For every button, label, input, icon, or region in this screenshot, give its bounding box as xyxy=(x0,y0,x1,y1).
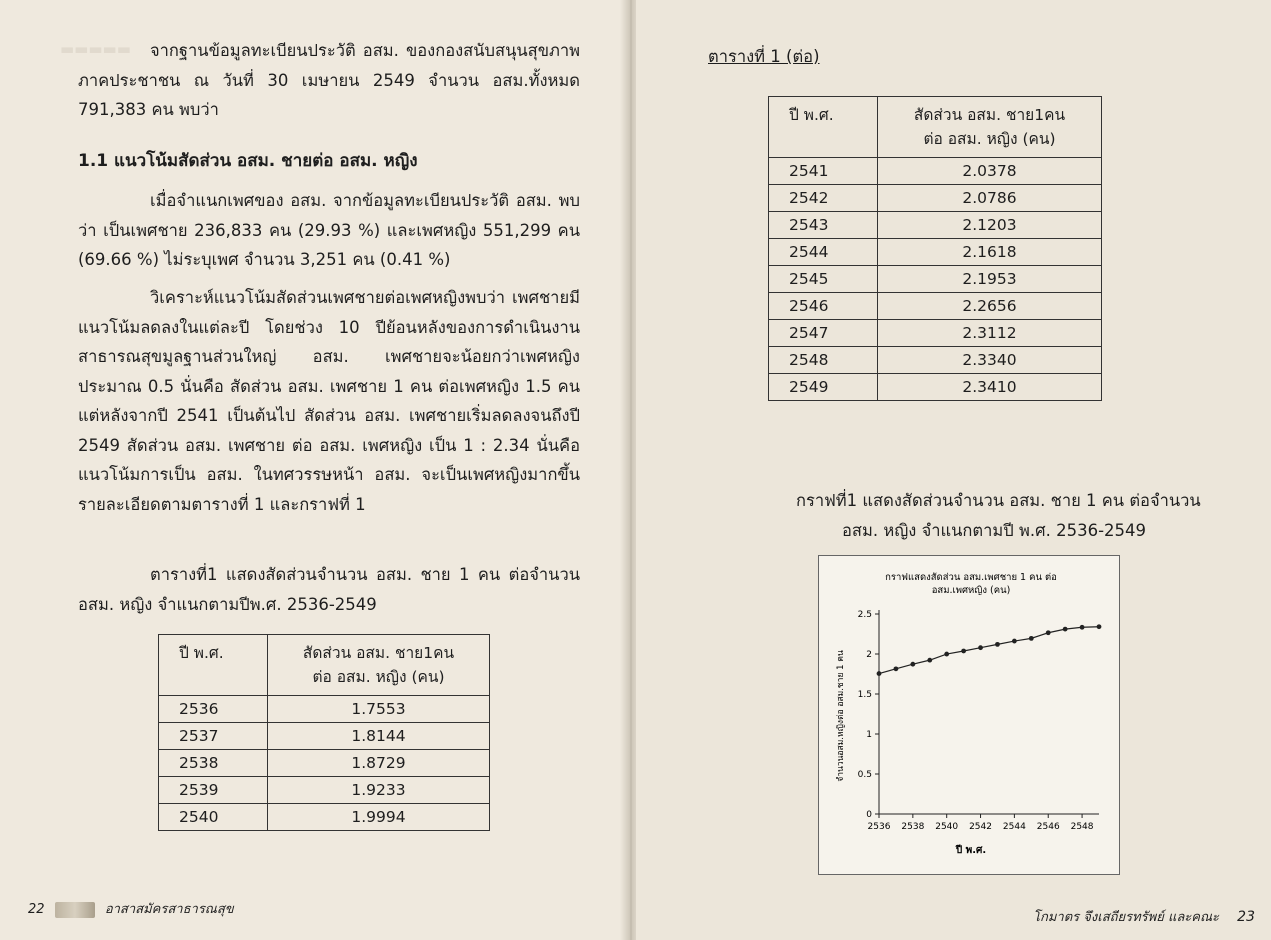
data-point xyxy=(1080,625,1085,630)
cell-value: 1.8144 xyxy=(268,723,490,750)
column-header-year xyxy=(769,97,878,158)
y-tick-label: 1.5 xyxy=(857,690,872,700)
x-tick-label: 2540 xyxy=(935,822,959,832)
data-point xyxy=(910,662,915,667)
cell-value: 1.7553 xyxy=(268,696,490,723)
cell-year: 2545 xyxy=(769,266,878,293)
table-row xyxy=(159,696,490,723)
left-page xyxy=(0,0,628,940)
data-point xyxy=(995,642,1000,647)
left-footer xyxy=(28,898,234,919)
table-row xyxy=(769,347,1102,374)
data-point xyxy=(1063,627,1068,632)
series-line xyxy=(879,627,1099,674)
chart-x-axis-label: ปี พ.ศ. xyxy=(955,845,987,856)
chart-series xyxy=(877,624,1102,676)
right-footer-author: โกมาตร จึงเสถียรทรัพย์ และคณะ xyxy=(1033,910,1220,925)
table-header-row xyxy=(769,97,1102,158)
cell-value: 2.3410 xyxy=(878,374,1102,401)
table-row xyxy=(159,750,490,777)
x-tick-label: 2542 xyxy=(969,822,992,832)
header-year-label: ปี พ.ศ. xyxy=(179,644,224,662)
cell-year: 2547 xyxy=(769,320,878,347)
cell-year: 2541 xyxy=(769,158,878,185)
cell-year: 2544 xyxy=(769,239,878,266)
chart-title-line1: กราฟแสดงสัดส่วน อสม.เพศชาย 1 คน ต่อ xyxy=(885,572,1057,583)
table-row xyxy=(769,374,1102,401)
data-point xyxy=(894,666,899,671)
cell-value: 2.1203 xyxy=(878,212,1102,239)
chart-x-ticks xyxy=(868,814,1094,832)
y-tick-label: 2 xyxy=(866,650,872,660)
section-heading: 1.1 แนวโน้มสัดส่วน อสม. ชายต่อ อสม. หญิง xyxy=(78,151,418,171)
data-point xyxy=(927,658,932,663)
data-point xyxy=(1097,624,1102,629)
data-point xyxy=(978,645,983,650)
x-tick-label: 2548 xyxy=(1070,822,1094,832)
data-point xyxy=(1029,636,1034,641)
cell-value: 2.2656 xyxy=(878,293,1102,320)
column-header-ratio xyxy=(268,635,490,696)
cell-value: 1.9233 xyxy=(268,777,490,804)
footer-logo-icon xyxy=(55,902,95,918)
graph-caption-line2: อสม. หญิง จำแนกตามปี พ.ศ. 2536-2549 xyxy=(842,521,1147,540)
column-header-ratio xyxy=(878,97,1102,158)
cell-year: 2548 xyxy=(769,347,878,374)
chart-title-line2: อสม.เพศหญิง (คน) xyxy=(931,585,1011,596)
trend-paragraph: วิเคราะห์แนวโน้มสัดส่วนเพศชายต่อเพศหญิงพบว่า เพศชายมีแนวโน้มลดลงในแต่ละปี โดยช่วง 10 ปีย้อนหลังของการดำเนินงานสาธารณสุขมูลฐานส่วนใหญ่ อสม. เพศชายจะน้อยกว่าเพศหญิงประมาณ 0.5 นั่นคือ สัดส่วน อสม. เพศชาย 1 คน ต่อเพศหญิง 1.5 คน แต่หลังจากปี 2541 เป็นต้นไป สัดส่วน อสม. เพศชายเริ่มลดลงจนถึงปี 2549 สัดส่วน อสม. เพศชาย ต่อ อสม. เพศหญิง เป็น 1 : 2.34 นั่นคือ แนวโน้มการเป็น อสม. ในทศวรรษหน้า อสม. จะเป็นเพศหญิงมากขึ้น รายละเอียดตามตารางที่ 1 และกราฟที่ 1 xyxy=(78,288,580,514)
table-header-row xyxy=(159,635,490,696)
data-table-left xyxy=(158,634,490,831)
cell-value: 1.9994 xyxy=(268,804,490,831)
cell-year: 2542 xyxy=(769,185,878,212)
table-row xyxy=(769,293,1102,320)
cell-year: 2538 xyxy=(159,750,268,777)
x-tick-label: 2546 xyxy=(1036,822,1060,832)
table-row xyxy=(769,158,1102,185)
cell-value: 2.1618 xyxy=(878,239,1102,266)
table-row xyxy=(159,804,490,831)
chart-y-ticks xyxy=(858,610,879,820)
data-point xyxy=(877,671,882,676)
table-row xyxy=(769,320,1102,347)
left-page-number: 22 xyxy=(28,902,45,917)
line-chart-frame xyxy=(818,555,1120,875)
table-caption-left: ตารางที่1 แสดงสัดส่วนจำนวน อสม. ชาย 1 คน ต่อจำนวน อสม. หญิง จำแนกตามปีพ.ศ. 2536-2549 xyxy=(78,565,580,614)
y-tick-label: 2.5 xyxy=(857,610,872,620)
cell-value: 2.1953 xyxy=(878,266,1102,293)
cell-year: 2537 xyxy=(159,723,268,750)
header-ratio-line2: ต่อ อสม. หญิง (คน) xyxy=(312,668,445,686)
chart-y-axis-label: จำนวนอสม.หญิงต่อ อสม.ชาย 1 คน xyxy=(836,650,846,782)
intro-paragraph: จากฐานข้อมูลทะเบียนประวัติ อสม. ของกองสนับสนุนสุขภาพภาคประชาชน ณ วันที่ 30 เมษายน 2549 จำนวน อสม.ทั้งหมด 791,383 คน พบว่า xyxy=(78,41,580,119)
y-tick-label: 0 xyxy=(866,810,872,820)
chart-axes xyxy=(879,610,1099,814)
header-ratio-line2: ต่อ อสม. หญิง (คน) xyxy=(923,130,1056,148)
cell-year: 2536 xyxy=(159,696,268,723)
left-footer-title: อาสาสมัครสาธารณสุข xyxy=(104,902,234,917)
column-header-year xyxy=(159,635,268,696)
table-row xyxy=(769,212,1102,239)
table-caption-right: ตารางที่ 1 (ต่อ) xyxy=(708,47,820,66)
cell-value: 2.3340 xyxy=(878,347,1102,374)
line-chart xyxy=(819,556,1119,874)
table-row xyxy=(769,185,1102,212)
right-footer xyxy=(1033,906,1255,927)
header-ratio-line1: สัดส่วน อสม. ชาย1คน xyxy=(913,106,1066,124)
cell-year: 2540 xyxy=(159,804,268,831)
cell-year: 2549 xyxy=(769,374,878,401)
table-row xyxy=(769,239,1102,266)
data-point xyxy=(1046,630,1051,635)
data-point xyxy=(944,652,949,657)
header-ratio-line1: สัดส่วน อสม. ชาย1คน xyxy=(302,644,455,662)
cell-value: 2.0786 xyxy=(878,185,1102,212)
cell-year: 2543 xyxy=(769,212,878,239)
table-row xyxy=(159,723,490,750)
gender-paragraph: เมื่อจำแนกเพศของ อสม. จากข้อมูลทะเบียนประวัติ อสม. พบว่า เป็นเพศชาย 236,833 คน (29.93 %) และเพศหญิง 551,299 คน (69.66 %) ไม่ระบุเพศ จำนวน 3,251 คน (0.41 %) xyxy=(78,191,580,269)
y-tick-label: 1 xyxy=(866,730,872,740)
data-table-right xyxy=(768,96,1102,401)
cell-value: 2.0378 xyxy=(878,158,1102,185)
cell-year: 2539 xyxy=(159,777,268,804)
x-tick-label: 2536 xyxy=(867,822,891,832)
graph-caption-line1: กราฟที่1 แสดงสัดส่วนจำนวน อสม. ชาย 1 คน ต่อจำนวน xyxy=(796,491,1201,510)
cell-value: 2.3112 xyxy=(878,320,1102,347)
table-row xyxy=(159,777,490,804)
y-tick-label: 0.5 xyxy=(857,770,872,780)
cell-year: 2546 xyxy=(769,293,878,320)
bleed-through-text: ▬▬▬▬▬ xyxy=(60,40,131,58)
data-point xyxy=(1012,639,1017,644)
cell-value: 1.8729 xyxy=(268,750,490,777)
table-row xyxy=(769,266,1102,293)
data-point xyxy=(961,649,966,654)
right-page-number: 23 xyxy=(1237,909,1255,925)
x-tick-label: 2544 xyxy=(1002,822,1026,832)
x-tick-label: 2538 xyxy=(901,822,925,832)
header-year-label: ปี พ.ศ. xyxy=(789,106,834,124)
